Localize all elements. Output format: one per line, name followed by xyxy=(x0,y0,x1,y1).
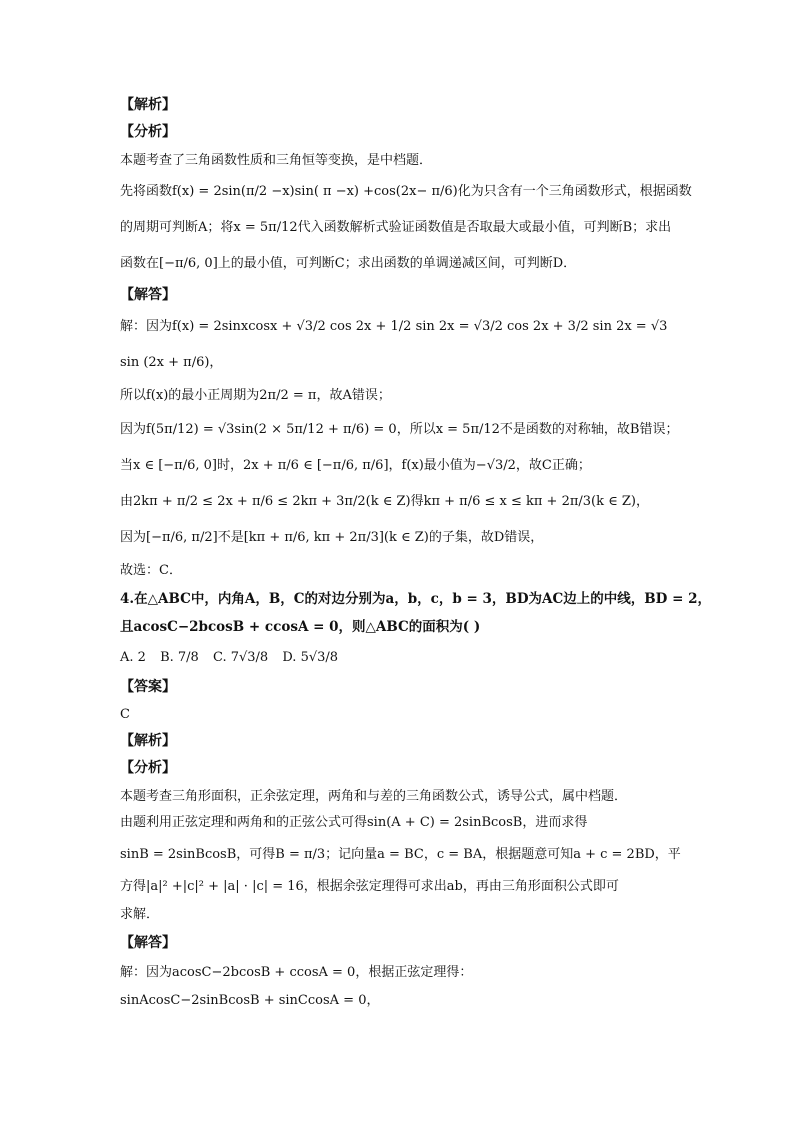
solution2-line-2: sinAcosC−2sinBcosB + sinCcosA = 0， xyxy=(120,993,380,1008)
section-heading-jieda-2: 【解答】 xyxy=(120,935,176,951)
analysis2-text-4: 方得|a|² +|c|² + |a| · |c| = 16，根据余弦定理得可求出ab，再由三角形面积公式即可 xyxy=(120,879,619,894)
section-heading-jieda: 【解答】 xyxy=(120,287,176,303)
solution-line-7: 因为[−π/6, π/2]不是[kπ + π/6, kπ + 2π/3](k ∈ Z)的子集，故D错误， xyxy=(120,530,544,545)
analysis-text-4: 函数在[−π/6, 0]上的最小值，可判断C；求出函数的单调递减区间，可判断D． xyxy=(120,256,577,271)
analysis2-text-5: 求解． xyxy=(120,907,160,922)
solution-line-3: 所以f(x)的最小正周期为2π/2 = π，故A错误； xyxy=(120,388,391,403)
analysis-text-1: 本题考查了三角函数性质和三角恒等变换，是中档题． xyxy=(120,153,433,168)
section-heading-jiexi-2: 【解析】 xyxy=(120,733,176,749)
analysis-text-3: 的周期可判断A；将x = 5π/12代入函数解析式验证函数值是否取最大或最小值，可判断B；求出 xyxy=(120,220,672,235)
question-4-stem-2: 且acosC−2bcosB + ccosA = 0，则△ABC的面积为( ) xyxy=(120,619,481,635)
solution-line-8: 故选：C． xyxy=(120,563,182,578)
option-b: B. 7/8 xyxy=(160,650,199,665)
solution-line-4: 因为f(5π/12) = √3sin(2 × 5π/12 + π/6) = 0，所以x = 5π/12不是函数的对称轴，故B错误； xyxy=(120,422,679,437)
section-heading-jiexi: 【解析】 xyxy=(120,97,176,113)
section-heading-fenxi-2: 【分析】 xyxy=(120,760,176,776)
analysis2-text-1: 本题考查三角形面积，正余弦定理，两角和与差的三角函数公式，诱导公式，属中档题． xyxy=(120,789,628,804)
analysis2-text-3: sinB = 2sinBcosB，可得B = π/3；记向量a = BC，c = BA，根据题意可知a + c = 2BD，平 xyxy=(120,847,681,862)
answer-value: C xyxy=(120,707,130,722)
option-d: D. 5√3/8 xyxy=(282,650,339,665)
analysis-text-2: 先将函数f(x) = 2sin(π/2 −x)sin( π −x) +cos(2x− π/6)化为只含有一个三角函数形式，根据函数 xyxy=(120,184,692,199)
analysis2-text-2: 由题利用正弦定理和两角和的正弦公式可得sin(A + C) = 2sinBcosB，进而求得 xyxy=(120,815,588,830)
solution-line-1: 解：因为f(x) = 2sinxcosx + √3/2 cos 2x + 1/2 sin 2x = √3/2 cos 2x + 3/2 sin 2x = √3 xyxy=(120,319,668,334)
section-heading-fenxi: 【分析】 xyxy=(120,124,176,140)
solution2-line-1: 解：因为acosC−2bcosB + ccosA = 0，根据正弦定理得： xyxy=(120,965,473,980)
solution-line-2: sin (2x + π/6)， xyxy=(120,355,223,370)
question-4-options xyxy=(120,648,348,668)
option-c: C. 7√3/8 xyxy=(212,650,269,665)
section-heading-daan: 【答案】 xyxy=(120,679,176,695)
question-4-stem-1: 4.在△ABC中，内角A，B，C的对边分别为a，b，c，b = 3，BD为AC边上的中线，BD = 2， xyxy=(120,591,711,607)
option-a: A. 2 xyxy=(120,650,146,665)
solution-line-5: 当x ∈ [−π/6, 0]时，2x + π/6 ∈ [−π/6, π/6]，f(x)最小值为−√3/2，故C正确； xyxy=(120,458,591,473)
solution-line-6: 由2kπ + π/2 ≤ 2x + π/6 ≤ 2kπ + 3π/2(k ∈ Z)得kπ + π/6 ≤ x ≤ kπ + 2π/3(k ∈ Z)， xyxy=(120,494,649,509)
